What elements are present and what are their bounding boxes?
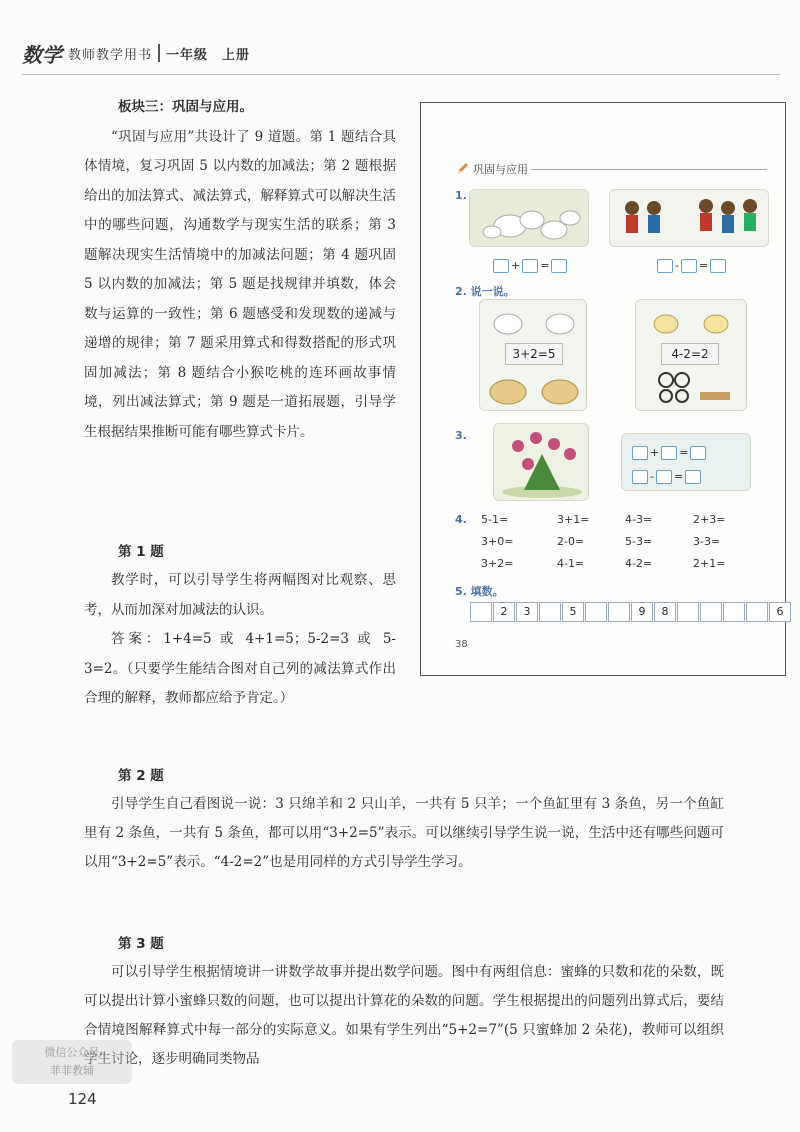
textbook-page xyxy=(420,102,786,676)
section3-intro: “巩固与应用”共设计了 9 道题。第 1 题结合具体情境，复习巩固 5 以内数的加减法；第 2 题根据给出的加法算式、减法算式，解释算式可以解决生活中的哪些问题，沟通数学与现实生活的联系；第 3 题解决现实生活情境中的加减法问题；第 4 题巩固 5 以内数的加减法；第 5 题是找规律并填数，体会数与运算的一致性；第 6 题感受和发现数的递减与递增的规律；第 7 题采用算式和得数搭配的形式巩固加减法；第 8 题结合小猴吃桃的连环画故事情境，列出减法算式；第 9 题是一道拓展题，引导学生根据结果推断可能有哪些算式卡片。 xyxy=(84,128,396,440)
q1-title: 第 1 题 xyxy=(118,544,164,560)
ex3-equation-add: + = xyxy=(632,442,706,461)
flowers-illustration xyxy=(494,424,590,502)
equation-card-sub: 4-2=2 xyxy=(661,343,719,365)
ex3-number: 3. xyxy=(455,429,467,442)
q1-body xyxy=(84,566,396,714)
sequence-cell[interactable] xyxy=(608,602,630,622)
pencil-icon xyxy=(455,162,469,176)
sequence-cell[interactable] xyxy=(700,602,722,622)
sequence-cell[interactable] xyxy=(723,602,745,622)
calc-item: 2+1= xyxy=(693,557,726,570)
answer-box[interactable] xyxy=(656,470,672,484)
section3-title: 板块三：巩固与应用。 xyxy=(118,99,253,115)
answer-box[interactable] xyxy=(661,446,677,460)
sheep-picture xyxy=(469,189,589,247)
bees-flowers-picture xyxy=(493,423,589,501)
answer-box[interactable] xyxy=(685,470,701,484)
q3-title: 第 3 题 xyxy=(118,936,164,952)
equation-card-add: 3+2=5 xyxy=(505,343,563,365)
book-grade: 一年级 上册 xyxy=(166,47,251,63)
answer-box[interactable] xyxy=(632,470,648,484)
answer-box[interactable] xyxy=(690,446,706,460)
sequence-cell[interactable] xyxy=(677,602,699,622)
page-header xyxy=(22,38,250,68)
sequence-cell[interactable]: 5 xyxy=(562,602,584,622)
answer-box[interactable] xyxy=(551,259,567,273)
calc-item: 3-3= xyxy=(693,535,721,548)
ex2-number: 2. 说一说。 xyxy=(455,285,515,298)
answer-box[interactable] xyxy=(710,259,726,273)
ex3-equation-sub: - = xyxy=(632,466,701,485)
sequence-cell[interactable] xyxy=(539,602,561,622)
sequence-cell[interactable]: 2 xyxy=(493,602,515,622)
sequence-cell[interactable] xyxy=(585,602,607,622)
calc-item: 2-0= xyxy=(557,535,585,548)
q1-para2: 答案：1+4=5 或 4+1=5；5-2=3 或 5-3=2。（只要学生能结合图对自己列的减法算式作出合理的解释，教师都应给予肯定。） xyxy=(84,631,396,706)
calc-item: 3+0= xyxy=(481,535,514,548)
calc-item: 2+3= xyxy=(693,513,726,526)
answer-box[interactable] xyxy=(657,259,673,273)
q3-para1: 可以引导学生根据情境讲一讲数学故事并提出数学问题。图中有两组信息：蜜蜂的只数和花的朵数，既可以提出计算小蜜蜂只数的问题，也可以提出计算花的朵数的问题。学生根据提出的问题列出算式后，要结合情境图解释算式中每一部分的实际意义。如果有学生列出“5+2=7”(5 只蜜蜂加 2 朵花)，教师可以组织学生讨论，逐步明确同类物品 xyxy=(84,964,724,1067)
ex1-number: 1. xyxy=(455,189,467,202)
calc-item: 4-2= xyxy=(625,557,653,570)
number-sequence xyxy=(470,602,792,622)
answer-box[interactable] xyxy=(632,446,648,460)
textbook-heading: 巩固与应用 xyxy=(455,161,528,177)
q2-para1: 引导学生自己看图说一说：3 只绵羊和 2 只山羊，一共有 5 只羊；一个鱼缸里有 3 条鱼，另一个鱼缸里有 2 条鱼，一共有 5 条鱼，都可以用“3+2=5”表示。可以继续引导学生说一说，生活中还有哪些问题可以用“3+2=5”表示。“4-2=2”也是用同样的方式引导学生学习。 xyxy=(84,796,724,870)
watermark: 微信公众号 菲菲教辅 xyxy=(12,1040,132,1084)
answer-box[interactable] xyxy=(493,259,509,273)
sequence-cell[interactable]: 9 xyxy=(631,602,653,622)
children-illustration xyxy=(610,190,770,248)
sequence-cell[interactable] xyxy=(470,602,492,622)
ex1-equation-sub: - = xyxy=(657,255,726,274)
header-rule xyxy=(22,74,780,75)
calc-item: 4-1= xyxy=(557,557,585,570)
calc-item: 4-3= xyxy=(625,513,653,526)
textbook-page-number: 38 xyxy=(455,639,468,650)
ex3-answer-card xyxy=(621,433,751,491)
ex5-number: 5. 填数。 xyxy=(455,585,504,598)
sequence-cell[interactable]: 3 xyxy=(516,602,538,622)
calc-item: 3+2= xyxy=(481,557,514,570)
sequence-cell[interactable]: 6 xyxy=(769,602,791,622)
calc-item: 5-1= xyxy=(481,513,509,526)
q1-para1: 教学时，可以引导学生将两幅图对比观察、思考，从而加深对加减法的认识。 xyxy=(84,572,396,618)
q2-body xyxy=(84,790,724,877)
ex1-equation-add: + = xyxy=(493,255,567,274)
calc-item: 3+1= xyxy=(557,513,590,526)
section3-block xyxy=(84,93,396,447)
q2-title: 第 2 题 xyxy=(118,768,164,784)
math-logo: 数学 xyxy=(22,42,62,67)
book-title: 教师教学用书 xyxy=(68,47,153,63)
sequence-cell[interactable] xyxy=(746,602,768,622)
ex4-number: 4. xyxy=(455,513,467,526)
page-number: 124 xyxy=(68,1090,97,1108)
header-divider xyxy=(158,44,160,62)
sequence-cell[interactable]: 8 xyxy=(654,602,676,622)
calc-item: 5-3= xyxy=(625,535,653,548)
children-picture xyxy=(609,189,769,247)
answer-box[interactable] xyxy=(522,259,538,273)
q3-body xyxy=(84,958,724,1074)
answer-box[interactable] xyxy=(681,259,697,273)
sheep-illustration xyxy=(470,190,590,248)
textbook-heading-rule xyxy=(531,169,767,170)
